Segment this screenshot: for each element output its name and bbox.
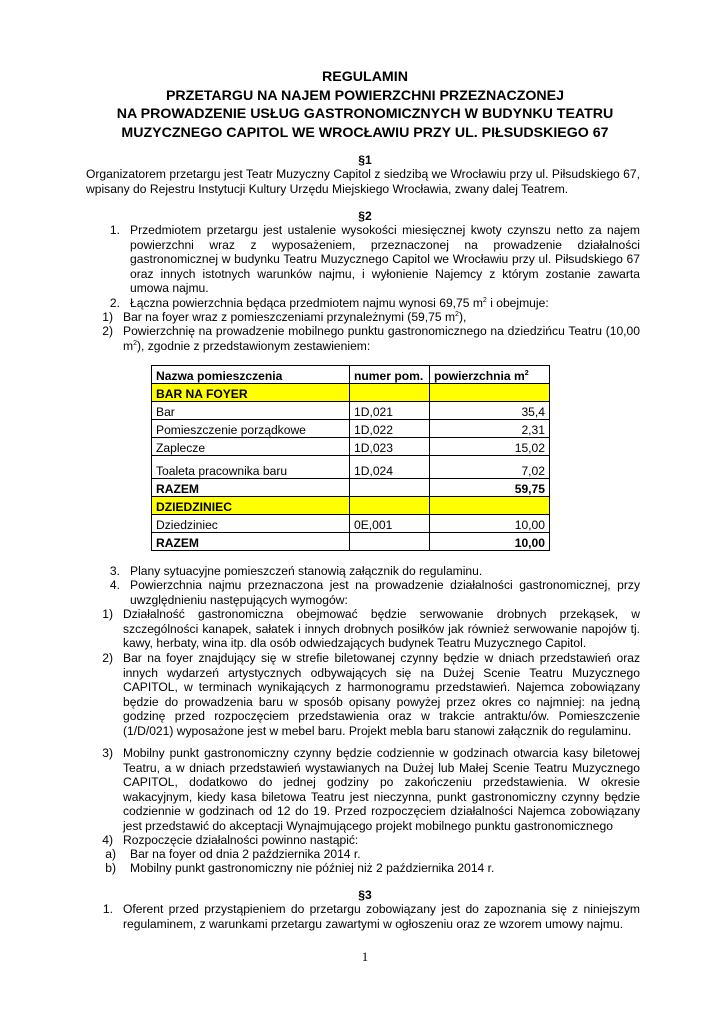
list-number: 1) [102,310,113,324]
cell-name: Dziedziniec [152,515,350,533]
cell-area: 7,02 [430,456,550,479]
list-text: Plany sytuacyjne pomieszczeń stanowią załącznik do regulaminu. [130,564,483,578]
list-text: Działalność gastronomiczna obejmować będzie serwowanie drobnych przekąsek, w szczególności kanapek, sałatek i innych drobnych posiłków jak również serwowanie napojów tj. kawy, herbaty, wina itp. dla osób odwiedzających budynek Teatru Muzycznego Capitol. [123,607,640,651]
cell-number: 0E,001 [350,515,430,533]
table-row [152,438,550,456]
list-text [130,296,640,311]
total-value: 59,75 [430,479,550,497]
page-number: 1 [361,950,369,964]
text-part: ), [458,310,467,324]
list-text: Bar na foyer znajdujący się w strefie biletowanej czynny będzie w dniach przedstawień oraz innych wydarzeń artystycznych odbywających się na Dużej Scenie Teatru Muzycznego CAPITOL, w terminach wynikających z harmonogramu przedstawień. Najemca zobowiązany będzie do prowadzenia baru w sposób opisany powyżej przez okres co najmniej: na jedną godzinę przed rozpoczęciem przedstawienia oraz w trakcie antraktu/ów. Pomieszczenie (1/D/021) wyposażone jest w mebel baru. Projekt mebla baru stanowi załącznik do regulaminu. [123,651,640,738]
empty-cell [350,384,430,402]
table-row [152,515,550,533]
text-part: i obejmuje: [486,296,549,310]
header-name: Nazwa pomieszczenia [152,366,350,384]
header-number: numer pom. [350,366,430,384]
list-number: 2) [102,324,113,338]
superscript: 2 [524,370,529,377]
list-number: 3. [109,564,120,578]
list-text [123,310,640,325]
superscript: 2 [482,297,487,304]
text-part: Łączna powierzchnia będąca przedmiotem najmu wynosi 69,75 m [130,296,483,310]
group-label: DZIEDZINIEC [152,497,350,515]
list-text [123,324,640,353]
list-text: Bar na foyer od dnia 2 października 2014 r. [130,847,361,861]
cell-number: 1D,021 [350,402,430,420]
section-2-point-1 [86,223,640,295]
list-text: Powierzchnia najmu przeznaczona jest na prowadzenie działalności gastronomicznej, przy uwzględnieniu następujących wymogów: [130,578,640,607]
list-text: Oferent przed przystąpieniem do przetargu zobowiązany jest do zapoznania się z niniejszym regulaminem, z warunkami przetargu zawartymi w ogłoszeniu oraz ze wzorem umowy najmu. [123,902,640,931]
section-1-text: Organizatorem przetargu jest Teatr Muzyczny Capitol z siedzibą we Wrocławiu przy ul. Piłsudskiego 67, wpisany do Rejestru Instytucji Kultury Urzędu Miejskiego Wrocławia, zwany dalej Teatrem. [86,167,640,196]
list-letter: a) [105,847,116,861]
list-number: 2) [102,651,113,665]
title-line-1: REGULAMIN [322,69,408,85]
list-number: 2. [109,296,120,310]
title-line-4: MUZYCZNEGO CAPITOL WE WROCŁAWIU PRZY UL. PIŁSUDSKIEGO 67 [121,124,609,141]
table-row [152,402,550,420]
group-row-bar [152,384,550,402]
superscript: 2 [133,339,137,347]
list-number: 1. [109,223,120,237]
header-area-label: powierzchnia m [434,369,525,383]
text-part: Powierzchnię na prowadzenie mobilnego punktu gastronomicznego na dziedzińcu Teatru (10,00 m [123,324,640,353]
cell-area: 2,31 [430,420,550,438]
empty-cell [430,497,550,515]
cell-name: Bar [152,402,350,420]
rooms-table [151,365,550,551]
cell-name: Toaleta pracownika baru [152,456,350,479]
cell-number: 1D,022 [350,420,430,438]
list-text: Przedmiotem przetargu jest ustalenie wysokości miesięcznej kwoty czynszu netto za najem powierzchni wraz z wyposażeniem, przeznaczonej na prowadzenie działalności gastronomicznej w budynku Teatru Muzycznego Capitol we Wrocławiu przy ul. Piłsudskiego 67 oraz innych istotnych warunków najmu, i wyłonienie Najemcy z którym zostanie zawarta umowa najmu. [130,223,640,296]
group-row-courtyard [152,497,550,515]
total-row-courtyard [152,533,550,551]
empty-cell [350,479,430,497]
list-number: 1. [102,902,113,916]
title-line-3: NA PROWADZENIE USŁUG GASTRONOMICZNYCH W BUDYNKU TEATRU [116,106,614,122]
table-row [152,456,550,479]
total-value: 10,00 [430,533,550,551]
list-number: 4) [102,833,113,847]
list-letter: b) [105,861,116,875]
list-number: 3) [102,746,113,760]
cell-area: 35,4 [430,402,550,420]
empty-cell [350,533,430,551]
table-row [152,420,550,438]
cell-number: 1D,024 [350,456,430,479]
cell-name: Zaplecze [152,438,350,456]
text-part: ), zgodnie z przedstawionym zestawieniem: [136,338,371,353]
empty-cell [430,384,550,402]
list-number: 4. [109,578,120,592]
list-text: Mobilny punkt gastronomiczny nie później niż 2 października 2014 r. [130,861,495,875]
text-part: Bar na foyer wraz z pomieszczeniami przynależnymi (59,75 m [123,310,456,324]
cell-area: 10,00 [430,515,550,533]
empty-cell [350,497,430,515]
list-text: Mobilny punkt gastronomiczny czynny będzie codziennie w godzinach otwarcia kasy biletowej Teatru, a w dniach przedstawień wystawianych na Dużej lub Małej Scenie Teatru Muzycznego CAPITOL, dodatkowo do jednej godziny po zakończeniu przedstawienia. W okresie wakacyjnym, kiedy kasa biletowa Teatru jest nieczynna, punkt gastronomiczny czynny będzie codziennie w godzinach od 12 do 19. Przed rozpoczęciem działalności Najemca zobowiązany jest przedstawić do akceptacji Wynajmującego projekt mobilnego punktu gastronomicznego [123,746,640,833]
list-text: Rozpoczęcie działalności powinno nastąpić: [123,833,359,847]
total-row-bar [152,479,550,497]
total-label: RAZEM [152,479,350,497]
section-3-heading: §3 [358,888,372,902]
superscript: 2 [455,311,459,318]
header-area [430,366,550,384]
group-label: BAR NA FOYER [152,384,350,402]
list-number: 1) [102,607,113,621]
cell-name: Pomieszczenie porządkowe [152,420,350,438]
cell-number: 1D,023 [350,438,430,456]
title-line-2: PRZETARGU NA NAJEM POWIERZCHNI PRZEZNACZONEJ [165,87,565,104]
document-title [80,68,650,142]
section-2-heading: §2 [358,209,372,223]
section-1-heading: §1 [358,153,372,167]
cell-area: 15,02 [430,438,550,456]
total-label: RAZEM [152,533,350,551]
table-header-row [152,366,550,384]
